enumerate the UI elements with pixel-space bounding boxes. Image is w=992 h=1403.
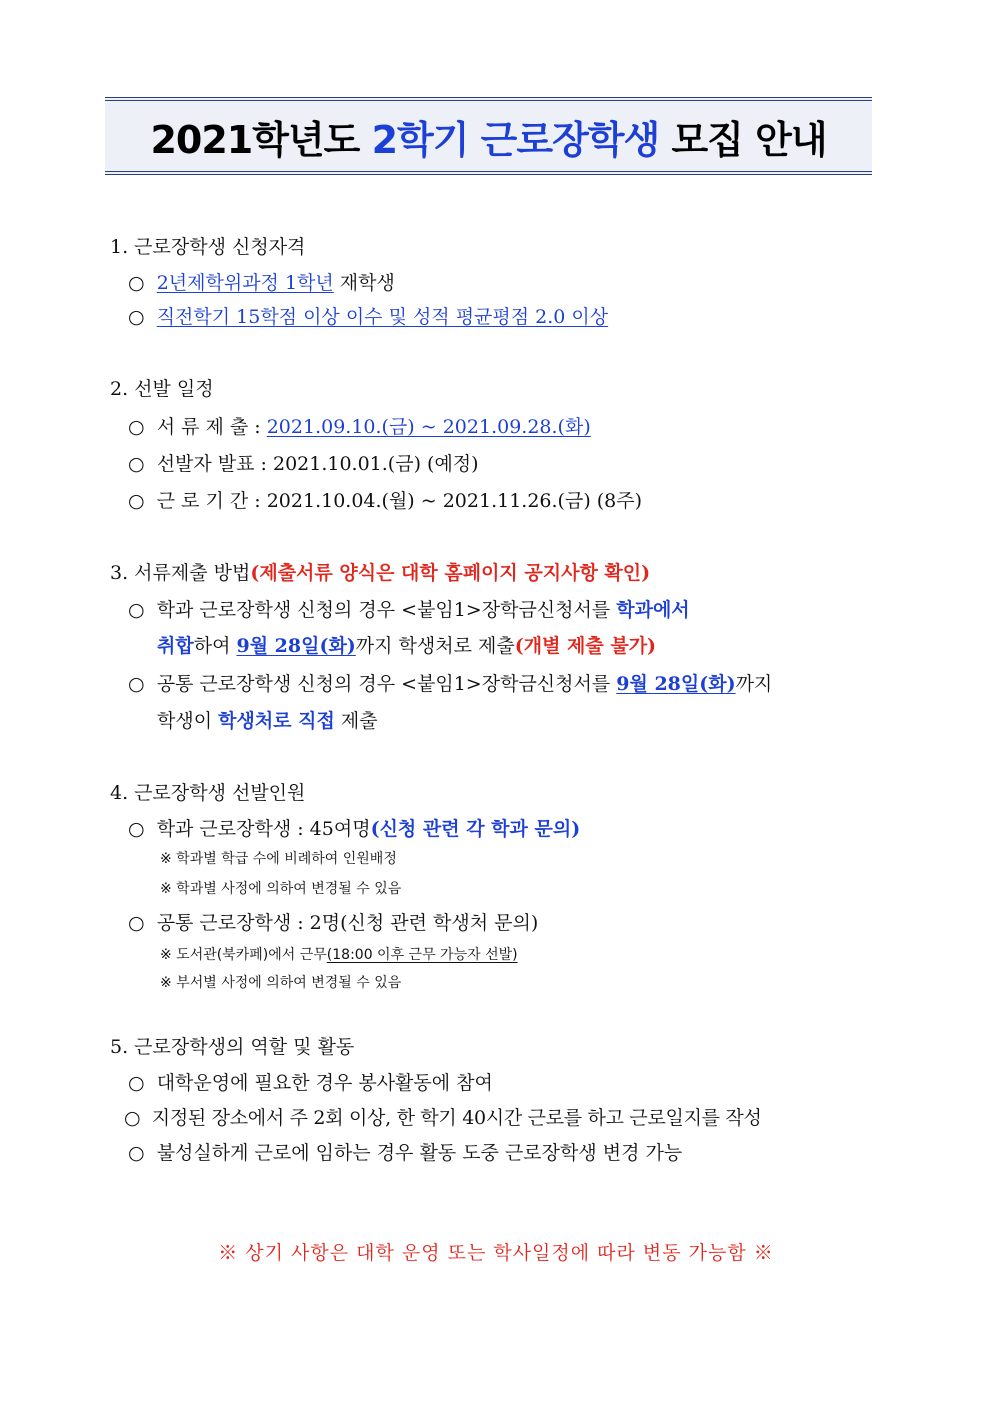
section1-item-1	[128, 268, 395, 295]
note: ※ 부서별 사정에 의하여 변경될 수 있음	[160, 975, 402, 991]
section3-heading-text: 3. 서류제출 방법	[110, 562, 251, 584]
title-banner	[105, 97, 872, 175]
schedule-label: 근 로 기 간	[156, 490, 249, 512]
connector-text: 까지	[735, 673, 773, 695]
submit-to-office: 까지 학생처로 제출	[355, 635, 515, 657]
bullet: ○	[124, 1107, 141, 1129]
section1-heading: 1. 근로장학생 신청자격	[110, 236, 306, 258]
title-suffix: 모집 안내	[659, 117, 827, 162]
note: ※ 학과별 학급 수에 비례하여 인원배정	[160, 851, 397, 867]
library-work-note: ※ 도서관(북카페)에서 근무	[160, 947, 327, 963]
deadline-date: 9월 28일(화)	[616, 673, 736, 695]
title-highlight: 2학기 근로장학생	[371, 117, 660, 162]
section1-item-2	[128, 302, 608, 329]
schedule-announcement	[128, 449, 479, 476]
separator: :	[248, 416, 267, 438]
dept-collect-highlight: 학과에서	[616, 599, 690, 621]
section3-heading	[110, 558, 650, 585]
dept-inquiry-note: (신청 관련 각 학과 문의)	[370, 818, 581, 840]
section4-item-1	[128, 814, 580, 841]
section3-item-2	[128, 669, 772, 696]
dept-collect-highlight-2: 취합	[157, 635, 194, 657]
note	[160, 944, 518, 964]
bullet: ○	[128, 272, 145, 294]
section3-item-1-cont	[157, 631, 656, 658]
section3-heading-note: (제출서류 양식은 대학 홈페이지 공지사항 확인)	[250, 562, 651, 584]
section5-heading: 5. 근로장학생의 역할 및 활동	[110, 1036, 355, 1058]
section2-heading: 2. 선발 일정	[110, 378, 214, 400]
role-item	[124, 1103, 762, 1130]
deadline-date: 9월 28일(화)	[236, 635, 356, 657]
evening-availability-note: (18:00 이후 근무 가능자 선발)	[326, 947, 518, 963]
role-item	[128, 1138, 682, 1165]
student-text: 학생이	[157, 710, 219, 732]
role-text: 지정된 장소에서 주 2회 이상, 한 학기 40시간 근로를 하고 근로일지를 작성	[151, 1107, 762, 1129]
dept-quota: 학과 근로장학생 : 45여명	[156, 818, 371, 840]
role-text: 불성실하게 근로에 임하는 경우 활동 도중 근로장학생 변경 가능	[156, 1142, 683, 1164]
direct-submission-highlight: 학생처로 직접	[218, 710, 335, 732]
schedule-value: 2021.10.01.(금) (예정)	[272, 453, 479, 475]
eligibility-program: 2년제학위과정 1학년	[156, 272, 334, 294]
schedule-label: 서 류 제 출	[156, 416, 249, 438]
section3-item-2-cont	[157, 706, 378, 733]
separator: :	[254, 453, 273, 475]
no-individual-submission: (개별 제출 불가)	[514, 635, 657, 657]
bullet: ○	[128, 490, 145, 512]
submit-text: 제출	[334, 710, 378, 732]
bullet: ○	[128, 673, 145, 695]
schedule-value: 2021.10.04.(월) ~ 2021.11.26.(금) (8주)	[266, 490, 643, 512]
common-application-text: 공통 근로장학생 신청의 경우 <붙임1>장학금신청서를	[156, 673, 617, 695]
bullet: ○	[128, 453, 145, 475]
schedule-value: 2021.09.10.(금) ~ 2021.09.28.(화)	[266, 416, 591, 438]
separator: :	[248, 490, 267, 512]
common-quota: 공통 근로장학생 : 2명(신청 관련 학생처 문의)	[156, 912, 539, 934]
connector-text: 하여	[193, 635, 237, 657]
schedule-work-period	[128, 486, 642, 513]
bullet: ○	[128, 818, 145, 840]
title-prefix: 2021학년도	[150, 117, 372, 162]
section3-item-1	[128, 595, 690, 622]
bullet: ○	[128, 306, 145, 328]
bullet: ○	[128, 416, 145, 438]
page-title	[150, 109, 826, 164]
footer-notice: ※ 상기 사항은 대학 운영 또는 학사일정에 따라 변동 가능함 ※	[218, 1242, 774, 1264]
eligibility-status: 재학생	[333, 272, 395, 294]
role-text: 대학운영에 필요한 경우 봉사활동에 참여	[156, 1072, 493, 1094]
bullet: ○	[128, 1072, 145, 1094]
role-item	[128, 1068, 493, 1095]
bullet: ○	[128, 1142, 145, 1164]
note: ※ 학과별 사정에 의하여 변경될 수 있음	[160, 881, 402, 897]
eligibility-grades: 직전학기 15학점 이상 이수 및 성적 평균평점 2.0 이상	[156, 306, 609, 328]
bullet: ○	[128, 912, 145, 934]
dept-application-text: 학과 근로장학생 신청의 경우 <붙임1>장학금신청서를	[156, 599, 617, 621]
section4-item-2	[128, 908, 538, 935]
schedule-submission	[128, 412, 591, 439]
section4-heading: 4. 근로장학생 선발인원	[110, 782, 306, 804]
schedule-label: 선발자 발표	[156, 453, 255, 475]
bullet: ○	[128, 599, 145, 621]
